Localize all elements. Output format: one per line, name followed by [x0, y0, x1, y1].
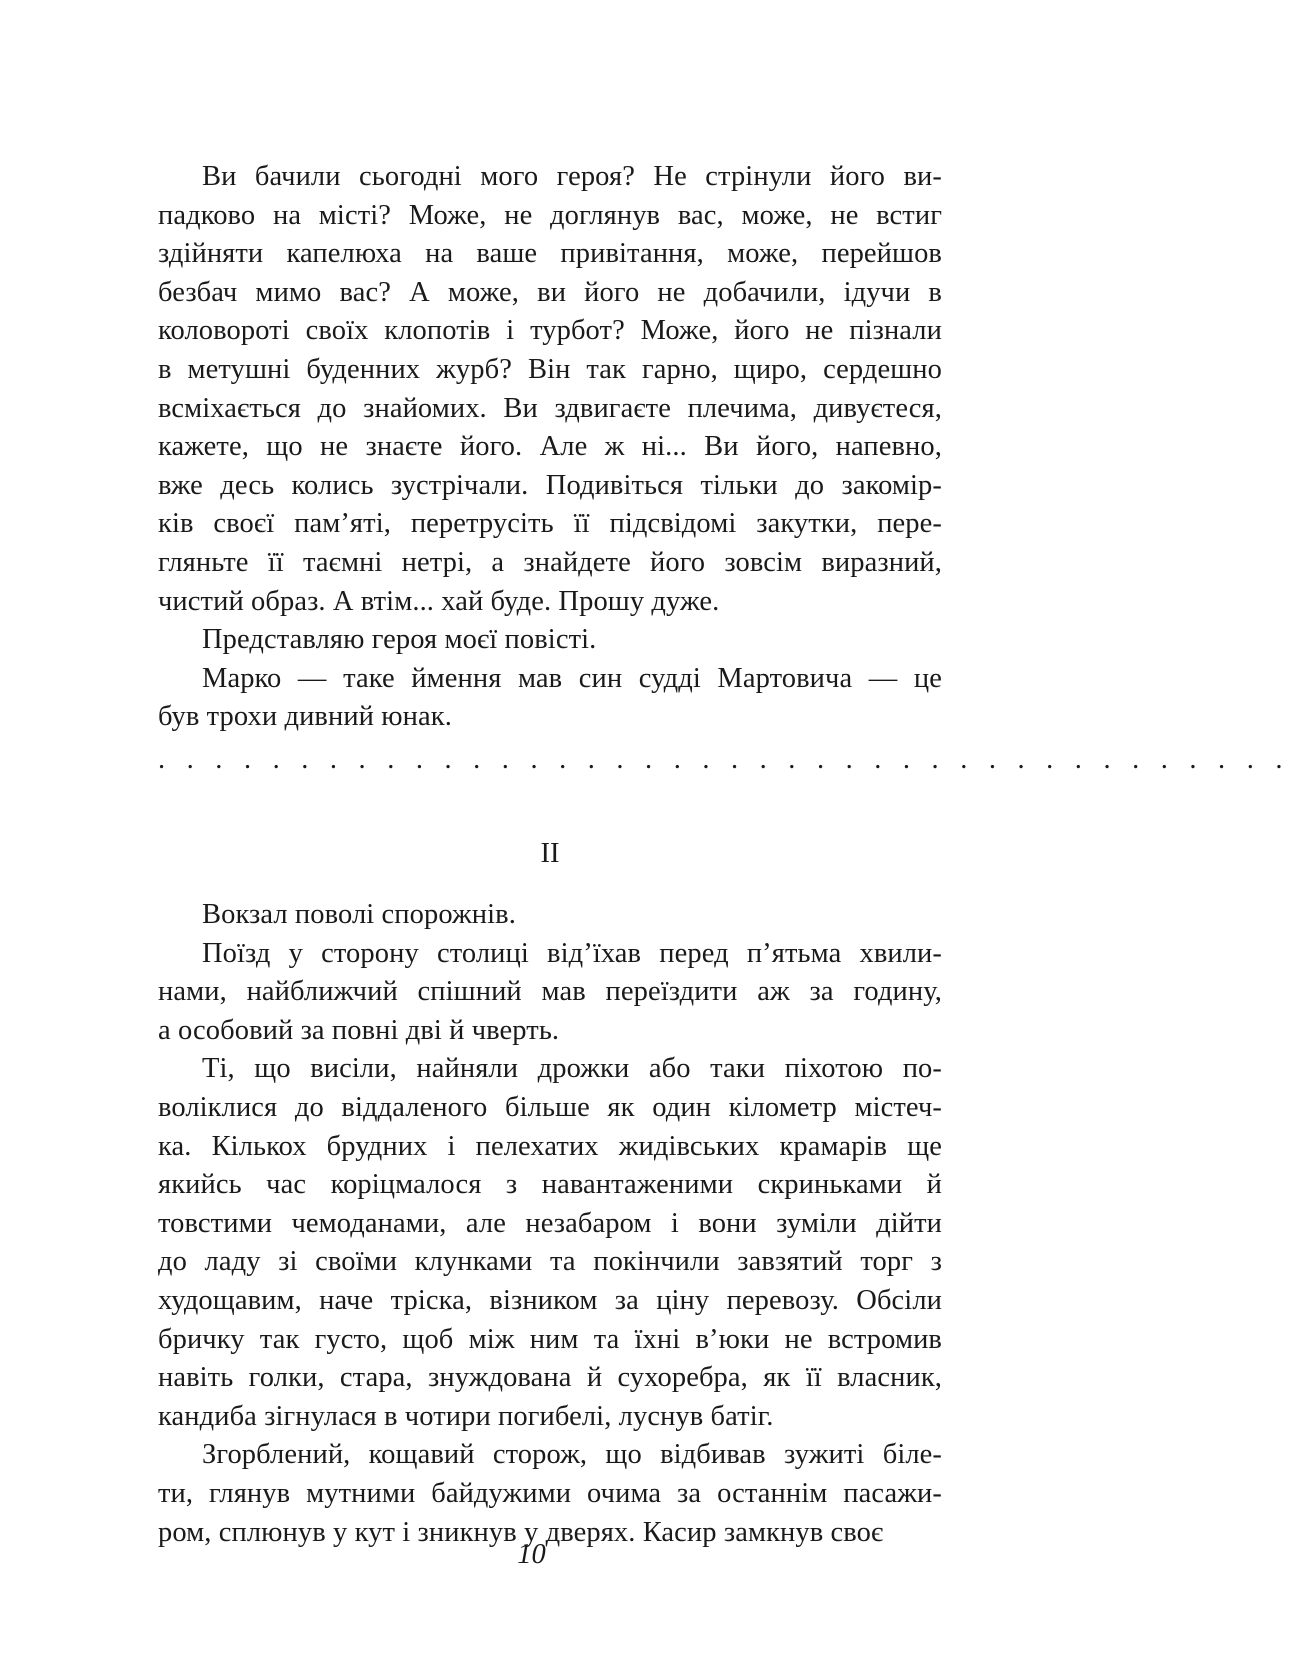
- text-line: ка. Кількох брудних і пелехатих жидівських крамарів ще: [158, 1130, 942, 1162]
- text-line: чистий образ. А втім... хай буде. Прошу дуже.: [158, 585, 720, 617]
- text-line: Ви бачили сьогодні мого героя? Не стрінули його ви-: [202, 161, 942, 192]
- text-line: худощавим, наче тріска, візником за ціну перевозу. Обсіли: [158, 1285, 942, 1317]
- text-line: ти, глянув мутними байдужими очима за останнім пасажи-: [158, 1478, 942, 1509]
- text-line: коловороті своїх клопотів і турбот? Може, його не пізнали: [158, 315, 942, 347]
- text-line: Ті, що висіли, найняли дрожки або таки піхотою по-: [202, 1053, 942, 1085]
- text-line: Вокзал поволі спорожнів.: [202, 899, 516, 931]
- text-line: ром, сплюнув у кут і зникнув у дверях. Касир замкнув своє: [158, 1516, 884, 1548]
- text-line: вже десь колись зустрічали. Подивіться тільки до закомір-: [158, 469, 942, 501]
- text-line: всміхається до знайомих. Ви здвигаєте плечима, дивуєтеся,: [158, 392, 942, 424]
- text-line: гляньте її таємні нетрі, а знайдете його зовсім виразний,: [158, 546, 942, 578]
- text-line: до ладу зі своїми клунками та покінчили завзятий торг з: [158, 1246, 942, 1278]
- text-line: воліклися до віддаленого більше як один кілометр містеч-: [158, 1092, 942, 1124]
- text-line: Представляю героя моєї повісті.: [202, 624, 597, 656]
- text-line: кажете, що не знаєте його. Але ж ні... Ви його, напевно,: [158, 431, 942, 463]
- text-line: кандиба зігнулася в чотири погибелі, луснув батіг.: [158, 1400, 774, 1432]
- ellipsis-separator: . . . . . . . . . . . . . . . . . . . . . . . . . . . . . . . . . . . . . . . .: [158, 743, 1290, 775]
- text-line: падково на місті? Може, не доглянув вас, може, не встиг: [158, 199, 942, 231]
- text-line: якийсь час коріцмалося з навантаженими скриньками й: [158, 1169, 942, 1201]
- page-text-block: [158, 158, 1290, 1552]
- text-line: був трохи дивний юнак.: [158, 701, 452, 733]
- text-line: а особовий за повні дві й чверть.: [158, 1014, 560, 1046]
- text-line: Поїзд у сторону столиці від’їхав перед п’ятьма хвили-: [202, 937, 942, 969]
- section-number: II: [540, 837, 560, 869]
- text-line: Марко — таке ймення мав син судді Мартовича — це: [202, 662, 942, 694]
- text-line: безбач мимо вас? А може, ви його не добачили, ідучи в: [158, 276, 942, 308]
- text-line: нами, найближчий спішний мав переїздити аж за годину,: [158, 976, 942, 1008]
- text-line: Згорблений, кощавий сторож, що відбивав зужиті біле-: [202, 1439, 942, 1471]
- text-line: ків своєї пам’яті, перетрусіть її підсвідомі закутки, пере-: [158, 508, 942, 540]
- section-2-text: [158, 896, 942, 1552]
- text-line: в метушні буденних журб? Він так гарно, щиро, сердешно: [158, 353, 942, 385]
- text-line: навіть голки, стара, знуждована й сухоребра, як її власник,: [158, 1362, 942, 1394]
- page-number: 10: [517, 1539, 546, 1570]
- text-line: товстими чемоданами, але незабаром і вони зуміли дійти: [158, 1207, 942, 1239]
- text-line: здійняти капелюха на ваше привітання, може, перейшов: [158, 238, 942, 270]
- section-1-text: [158, 158, 942, 737]
- text-line: бричку так густо, щоб між ним та їхні в’юки не встромив: [158, 1323, 942, 1355]
